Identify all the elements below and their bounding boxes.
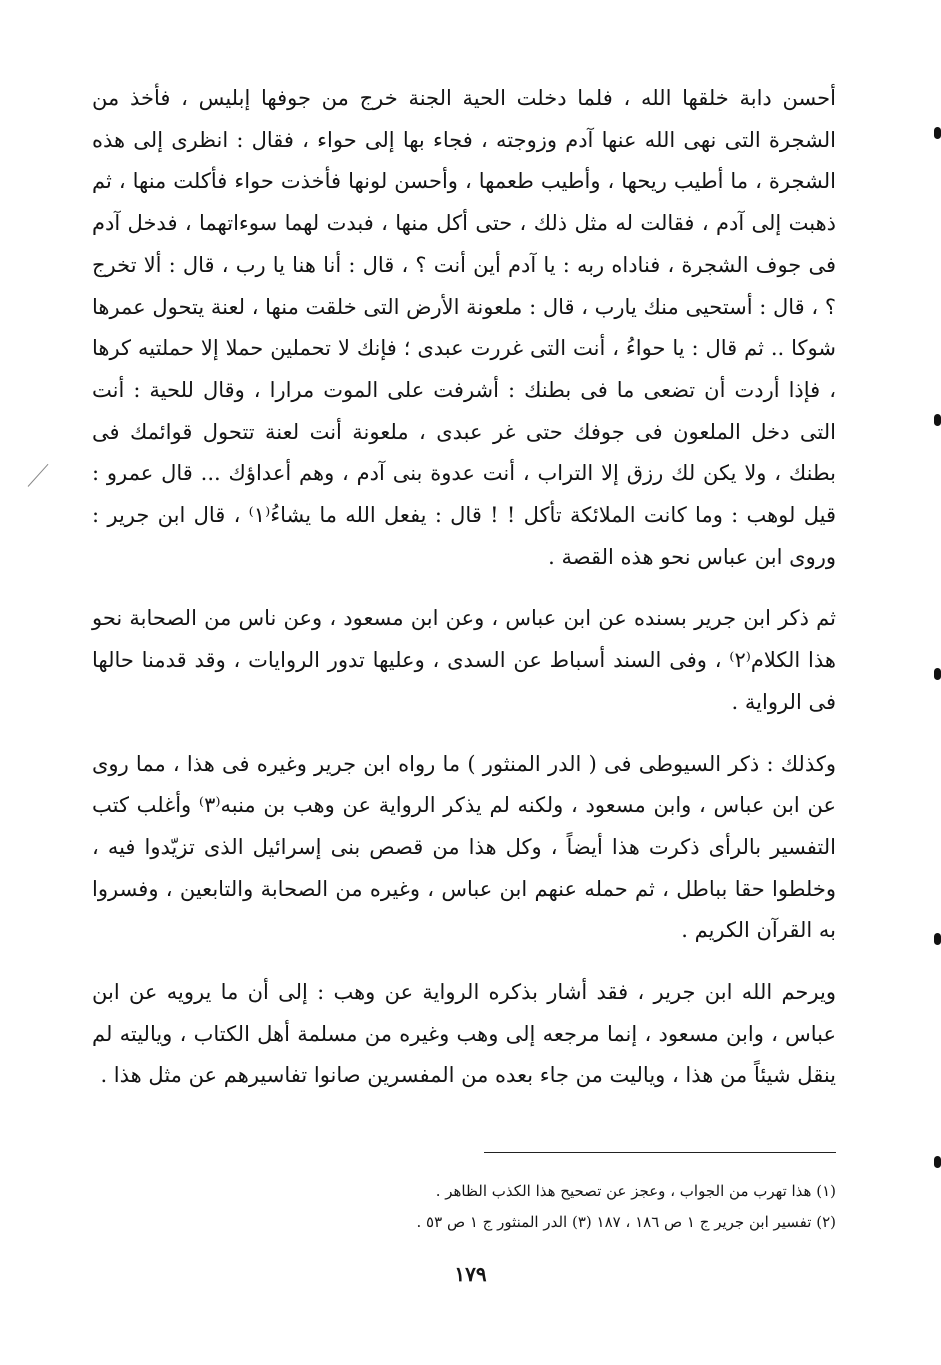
footnote-1: (١) هذا تهرب من الجواب ، وعجز عن تصحيح هذا الكذب الظاهر .	[435, 1182, 836, 1200]
footnote-2-3: (٢) تفسير ابن جرير ج ١ ص ١٨٦ ، ١٨٧ (٣) الدر المنثور ج ١ ص ٥٣ .	[416, 1213, 836, 1231]
page-number: ١٧٩	[454, 1262, 487, 1286]
binding-hole-mark	[934, 414, 941, 426]
scan-mark	[28, 464, 49, 487]
paragraph-4: ويرحم الله ابن جرير ، فقد أشار بذكره الرواية عن وهب : إلى أن ما يرويه عن ابن عباس ، وابن مسعود ، إنما مرجعه إلى وهب وغيره من مسلمة أهل الكتاب ، وياليته لم ينقل شيئاً من هذا ، وياليت من جاء بعده من المفسرين صانوا تفاسيرهم عن مثل هذا .	[92, 980, 836, 1088]
paragraph-3: وكذلك : ذكر السيوطى فى ( الدر المنثور ) ما رواه ابن جرير وغيره فى هذا ، مما روى عن ابن عباس ، وابن مسعود ، ولكنه لم يذكر الرواية عن وهب بن منبه⁽٣⁾ وأغلب كتب التفسير بالرأى ذكرت هذا أيضاً ، وكل هذا من قصص بنى إسرائيل الذى تزيّدوا فيه ، وخلطوا حقا بباطل ، ثم حمله عنهم ابن عباس ، وغيره من الصحابة والتابعين ، وفسروا به القرآن الكريم .	[92, 751, 836, 943]
footnote-divider	[484, 1152, 836, 1153]
paragraph-1: أحسن دابة خلقها الله ، فلما دخلت الحية الجنة خرج من جوفها إبليس ، فأخذ من الشجرة التى نهى الله عنها آدم وزوجته ، فجاء بها إلى حواء ، فقال : انظرى إلى هذه الشجرة ، ما أطيب ريحها ، وأطيب طعمها ، وأحسن لونها فأخذت حواء فأكلت منها ، ثم ذهبت إلى آدم ، فقالت له مثل ذلك ، حتى أكل منها ، فبدت لهما سوءاتهما ، فدخل آدم فى جوف الشجرة ، فناداه ربه : يا آدم أين أنت ؟ ، قال : أنا هنا يا رب ، قال : ألا تخرج ؟ ، قال : أستحيى منك يارب ، قال : ملعونة الأرض التى خلقت منها ، لعنة يتحول عمرها شوكا .. ثم قال : يا حواءُ ، أنت التى غررت عبدى ؛ فإنك لا تحملين حملا إلا حملتيه كرها ، فإذا أردت أن تضعى ما فى بطنك : أشرفت على الموت مرارا ، وقال للحية : أنت التى دخل الملعون فى جوفك حتى غر عبدى ، ملعونة أنت لعنة تتحول قوائمك فى بطنك ، ولا يكن لك رزق إلا التراب ، أنت عدوة بنى آدم ، وهم أعداؤك ... قال عمرو : قيل لوهب : وما كانت الملائكة تأكل ! ! قال : يفعل الله ما يشاءُ⁽١⁾ ، قال ابن جرير : وروى ابن عباس نحو هذه القصة .	[91, 86, 836, 569]
binding-hole-mark	[934, 933, 941, 945]
footnotes	[140, 1176, 836, 1238]
paragraph-2: ثم ذكر ابن جرير بسنده عن ابن عباس ، وعن ابن مسعود ، وعن ناس من الصحابة نحو هذا الكلام⁽٢⁾ ، وفى السند أسباط عن السدى ، وعليها تدور الروايات ، وقد قدمنا حالها فى الرواية .	[92, 606, 836, 714]
binding-hole-mark	[934, 127, 941, 139]
main-text	[92, 78, 836, 1097]
binding-hole-mark	[934, 668, 941, 680]
binding-hole-mark	[934, 1156, 941, 1168]
